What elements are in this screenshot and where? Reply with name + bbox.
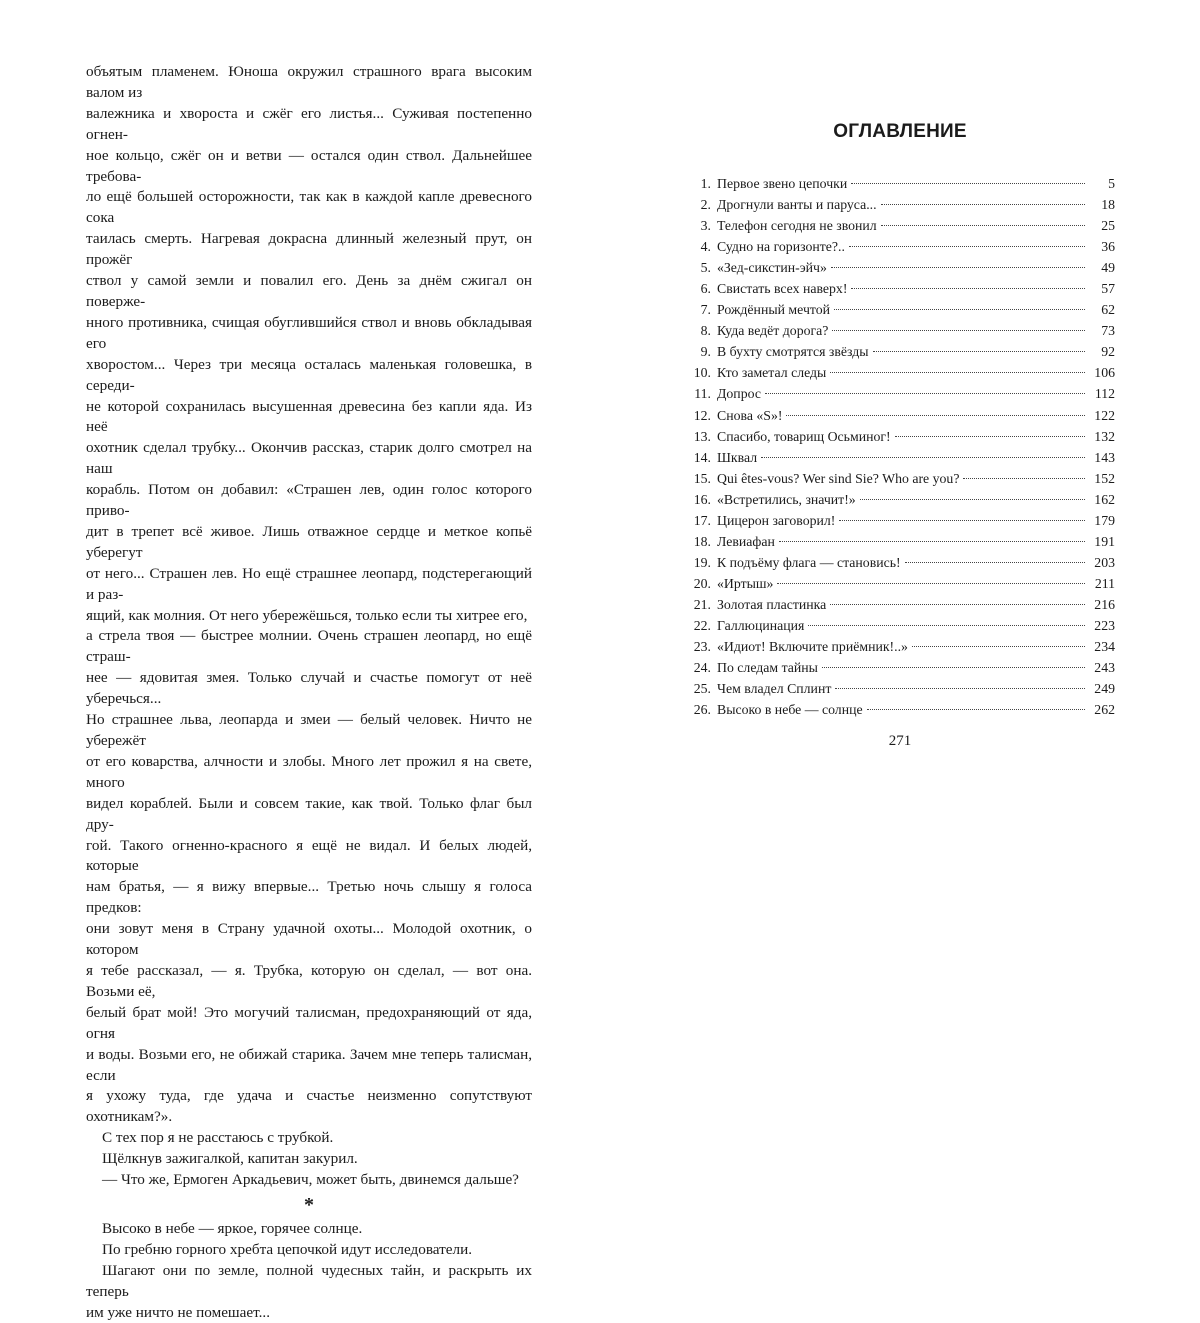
text-line: По гребню горного хребта цепочкой идут исследователи. — [102, 1240, 473, 1258]
text-line: ствол у самой земли и повалил его. День за днём сжигал он поверже- — [86, 272, 532, 310]
toc-entry-title: Спасибо, товарищ Осьминог! — [717, 428, 891, 444]
text-line: они зовут меня в Страну удачной охоты... Молодой охотник, о котором — [86, 920, 532, 959]
text-line: валежника и хвороста и сжёг его листья... Суживая постепенно огнен- — [86, 104, 532, 143]
toc-leader-dots — [777, 569, 1085, 584]
text-line: от его коварства, алчности и злобы. Много лет прожил я на свете, много — [86, 752, 532, 791]
toc-entry-page: 112 — [1094, 386, 1115, 402]
dialog-block — [86, 1128, 532, 1191]
toc-entry-title: «Иртыш» — [717, 575, 774, 591]
toc-leader-dots — [881, 190, 1085, 205]
text-line: не которой сохранилась высушенная древесина без капли яда. Из неё — [86, 397, 532, 436]
toc-entry-number: 16. — [693, 491, 711, 507]
toc-entry-title: «Идиот! Включите приёмник!..» — [717, 639, 908, 655]
toc-leader-dots — [765, 380, 1085, 395]
toc-leader-dots — [786, 401, 1085, 416]
toc-entry[interactable] — [690, 699, 1115, 720]
toc-entry-page: 18 — [1101, 197, 1115, 213]
toc-entry-page: 106 — [1094, 365, 1115, 381]
toc-entry-page: 5 — [1108, 176, 1115, 191]
toc-entry-page: 243 — [1094, 660, 1115, 676]
toc-entry-title: Первое звено цепочки — [717, 176, 848, 191]
toc-entry-number: 21. — [693, 596, 711, 612]
toc-heading: ОГЛАВЛЕНИЕ — [833, 121, 967, 142]
toc-leader-dots — [839, 506, 1085, 521]
text-line: ло ещё большей осторожности, так как в каждой капле древесного сока — [86, 188, 532, 227]
text-line: корабль. Потом он добавил: «Страшен лев, один голос которого приво- — [86, 481, 532, 520]
toc-leader-dots — [881, 211, 1085, 226]
toc-leader-dots — [835, 674, 1085, 689]
section-break: * — [304, 1193, 314, 1216]
toc-leader-dots — [912, 632, 1085, 647]
toc-entry-title: Дрогнули ванты и паруса... — [717, 197, 877, 213]
toc-leader-dots — [851, 274, 1085, 289]
text-line: белый брат мой! Это могучий талисман, предохраняющий от яда, огня — [86, 1003, 532, 1042]
text-line: нного противника, счищая обуглившийся ствол и вновь обкладывая его — [86, 313, 532, 352]
toc-entry-page: 92 — [1101, 344, 1115, 360]
dialog-line: Щёлкнув зажигалкой, капитан закурил. — [102, 1150, 358, 1168]
toc-entry-title: Телефон сегодня не звонил — [717, 218, 877, 234]
toc-entry-number: 5. — [700, 260, 711, 276]
toc-entry-page: 191 — [1094, 533, 1115, 549]
toc-entry-title: Цицерон заговорил! — [717, 512, 836, 528]
toc-entry-number: 26. — [693, 702, 711, 718]
toc-entry-number: 11. — [694, 386, 711, 402]
ending-block — [86, 1219, 532, 1323]
toc-entry-number: 22. — [693, 617, 711, 633]
toc-entry-page: 36 — [1101, 239, 1115, 255]
toc-entry-title: По следам тайны — [717, 660, 818, 676]
toc-leader-dots — [834, 295, 1085, 310]
toc-entry-page: 262 — [1094, 702, 1115, 718]
text-line: объятым пламенем. Юноша окружил страшного врага высоким валом из — [86, 63, 532, 101]
toc-leader-dots — [963, 464, 1085, 479]
toc-entry-title: Рождённый мечтой — [717, 302, 831, 318]
toc-entry-title: Qui êtes-vous? Wer sind Sie? Who are you? — [717, 470, 960, 486]
toc-entry-title: В бухту смотрятся звёзды — [717, 344, 869, 360]
toc-entry-number: 7. — [700, 302, 711, 318]
toc-entry-title: Кто заметал следы — [717, 365, 827, 381]
text-line: гой. Такого огненно-красного я ещё не видал. И белых людей, которые — [86, 836, 532, 875]
toc-leader-dots — [831, 253, 1085, 268]
toc-entry-title: Галлюцинация — [717, 617, 805, 633]
toc-leader-dots — [867, 695, 1085, 710]
toc-leader-dots — [761, 443, 1085, 458]
toc-entry-title: Куда ведёт дорога? — [717, 323, 829, 339]
toc-entry-number: 13. — [693, 428, 711, 444]
toc-leader-dots — [830, 590, 1085, 605]
toc-entry-page: 152 — [1094, 470, 1115, 486]
toc-leader-dots — [779, 527, 1085, 542]
text-line: нам братья, — я вижу впервые... Третью ночь слышу я голоса предков: — [86, 878, 532, 917]
toc-entry-number: 12. — [693, 407, 711, 423]
toc-entry-page: 203 — [1094, 554, 1115, 570]
toc-entry-title: Золотая пластинка — [717, 596, 827, 612]
toc-entry-number: 14. — [693, 449, 711, 465]
toc-entry-title: Свистать всех наверх! — [717, 281, 848, 297]
toc-entry-number: 23. — [693, 639, 711, 655]
toc-entry-page: 57 — [1101, 281, 1115, 297]
toc-entry-page: 25 — [1101, 218, 1115, 234]
toc-entry-page: 143 — [1094, 449, 1115, 465]
text-line: Шагают они по земле, полной чудесных тайн, и раскрыть их теперь — [86, 1261, 532, 1300]
toc-leader-dots — [873, 338, 1085, 353]
toc-entry-page: 162 — [1094, 491, 1115, 507]
toc-entry-title: Судно на горизонте?.. — [717, 239, 845, 255]
story-text — [86, 62, 532, 1323]
text-line: им уже ничто не помешает... — [86, 1303, 270, 1321]
toc-entry-page: 62 — [1101, 302, 1115, 318]
toc-entry-title: Левиафан — [717, 533, 775, 549]
toc-entry-number: 2. — [700, 197, 711, 213]
text-line: от него... Страшен лев. Но ещё страшнее леопард, подстерегающий и раз- — [86, 564, 532, 603]
text-line: нее — ядовитая змея. Только случай и счастье помогут от неё уберечься... — [86, 669, 532, 708]
left-page — [0, 0, 600, 1321]
toc-entry-number: 3. — [700, 218, 711, 234]
toc-entry-title: Снова «S»! — [717, 407, 783, 423]
toc-entry-page: 49 — [1101, 260, 1115, 276]
right-page — [600, 0, 1200, 812]
toc-entry-title: Высоко в небе — солнце — [717, 702, 863, 718]
toc-entry-title: Чем владел Сплинт — [717, 681, 832, 697]
toc-entry-title: Шквал — [717, 449, 758, 465]
text-line: и воды. Возьми его, не обижай старика. Зачем мне теперь талисман, если — [86, 1045, 532, 1084]
text-line: я ухожу туда, где удача и счастье неизменно сопутствуют охотникам?». — [86, 1087, 532, 1126]
text-line: таилась смерть. Нагревая докрасна длинный железный прут, он прожёг — [86, 230, 532, 269]
toc-entry-page: 122 — [1094, 407, 1115, 423]
text-line: я тебе рассказал, — я. Трубка, которую он сделал, — вот она. Возьми её, — [86, 961, 532, 1000]
toc-entry-title: Допрос — [717, 386, 761, 402]
toc-entry-title: К подъёму флага — становись! — [717, 554, 901, 570]
toc-entry-number: 25. — [693, 681, 711, 697]
toc-entry-page: 73 — [1101, 323, 1115, 339]
toc-entry-number: 18. — [693, 533, 711, 549]
toc-entry-number: 6. — [700, 281, 711, 297]
story-paragraph — [86, 62, 532, 1128]
text-line: хворостом... Через три месяца осталась маленькая головешка, в середи- — [86, 355, 532, 394]
toc-entry-number: 19. — [693, 554, 711, 570]
toc-entry-number: 15. — [693, 470, 711, 486]
toc-entry-page: 179 — [1094, 512, 1115, 528]
text-line: ное кольцо, сжёг он и ветви — остался один ствол. Дальнейшее требова- — [86, 146, 532, 185]
toc-list — [690, 173, 1115, 720]
toc-leader-dots — [832, 317, 1085, 332]
toc-leader-dots — [860, 485, 1085, 500]
toc-entry-number: 10. — [693, 365, 711, 381]
toc-leader-dots — [849, 232, 1085, 247]
toc-entry-page: 249 — [1094, 681, 1115, 697]
toc-leader-dots — [830, 359, 1085, 374]
toc-entry-title: «Встретились, значит!» — [717, 491, 856, 507]
toc-entry-number: 4. — [700, 239, 711, 255]
toc-entry-page: 234 — [1094, 639, 1115, 655]
toc-leader-dots — [851, 169, 1085, 184]
text-line: а стрела твоя — быстрее молнии. Очень страшен леопард, но ещё страш- — [86, 627, 532, 666]
toc-entry-page: 216 — [1094, 596, 1115, 612]
toc-entry-page: 211 — [1094, 575, 1115, 591]
toc-leader-dots — [808, 611, 1085, 626]
toc-entry-title: «Зед-сикстин-эйч» — [717, 260, 827, 276]
text-line: дит в трепет всё живое. Лишь отважное сердце и меткое копьё уберегут — [86, 522, 532, 561]
toc-entry-number: 8. — [700, 323, 711, 339]
toc-entry-number: 9. — [700, 344, 711, 360]
toc-leader-dots — [822, 653, 1085, 668]
toc-leader-dots — [895, 422, 1085, 437]
toc-entry-number: 24. — [693, 660, 711, 676]
text-line: видел кораблей. Были и совсем такие, как твой. Только флаг был дру- — [86, 794, 532, 833]
toc-entry-number: 1. — [700, 176, 711, 191]
toc-entry-number: 20. — [693, 575, 711, 591]
dialog-line: — Что же, Ермоген Аркадьевич, может быть, двинемся дальше? — [102, 1171, 519, 1189]
text-line: ящий, как молния. От него убережёшься, только если ты хитрее его, — [86, 606, 528, 624]
text-line: охотник сделал трубку... Окончив рассказ, старик долго смотрел на наш — [86, 439, 532, 478]
text-line: Высоко в небе — яркое, горячее солнце. — [102, 1219, 363, 1237]
toc-entry-number: 17. — [693, 512, 711, 528]
dialog-line: С тех пор я не расстаюсь с трубкой. — [102, 1129, 334, 1147]
text-line: Но страшнее льва, леопарда и змеи — белый человек. Ничто не убережёт — [86, 711, 532, 749]
toc-entry-page: 132 — [1094, 428, 1115, 444]
page-number: 271 — [888, 733, 912, 749]
toc-leader-dots — [905, 548, 1085, 563]
toc-entry-page: 223 — [1094, 617, 1115, 633]
